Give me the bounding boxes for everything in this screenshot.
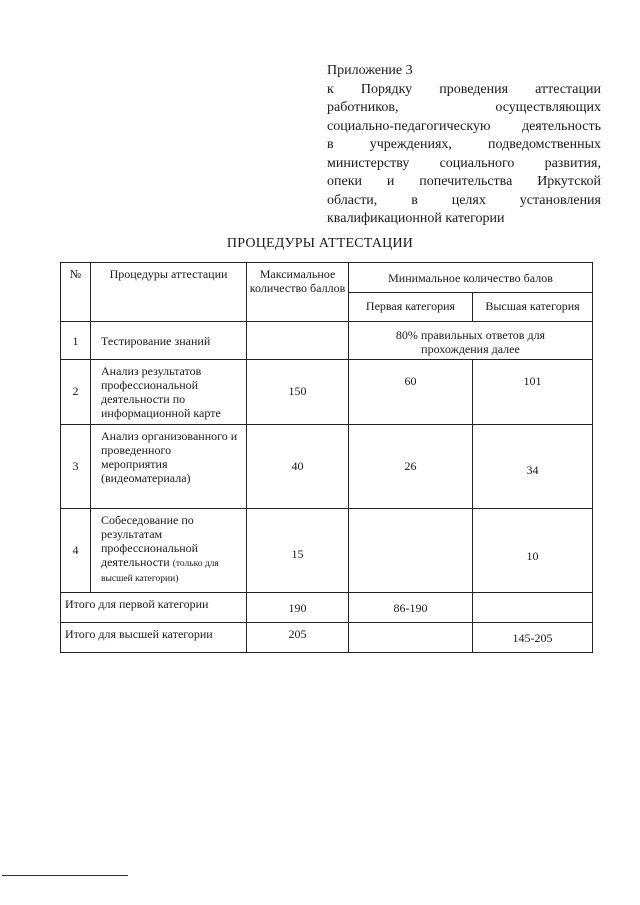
attestation-table (60, 262, 593, 653)
total-first (349, 623, 473, 653)
annex-line: министерству социального развития, (327, 155, 601, 171)
row-max: 40 (247, 425, 349, 509)
row-num: 3 (61, 425, 91, 509)
header-procedure: Процедуры аттестации (91, 263, 247, 322)
total-highest (473, 593, 593, 623)
row-procedure-note: (только для высшей категории) (101, 559, 219, 584)
header-first-category: Первая категория (349, 293, 473, 322)
row-procedure: Анализ организованного и проведенного мероприятия (видеоматериала) (91, 425, 247, 509)
row-max (247, 322, 349, 360)
row-procedure: Собеседование по результатам профессиональной деятельности (101, 513, 199, 569)
annex-line: в учреждениях, подведомственных (327, 137, 601, 152)
row-highest: 34 (473, 425, 593, 509)
annex-reference (327, 62, 601, 229)
row-first: 26 (349, 425, 473, 509)
header-max-score: Максимальное количество баллов (247, 263, 349, 322)
annex-line: Приложение 3 (327, 63, 413, 78)
total-max: 190 (247, 593, 349, 623)
header-num: № (61, 263, 91, 322)
row-highest: 101 (473, 360, 593, 425)
table-total-row (61, 623, 593, 653)
table-row (61, 360, 593, 425)
row-max: 15 (247, 509, 349, 593)
row-max: 150 (247, 360, 349, 425)
table-header-row (61, 263, 593, 293)
header-highest-category: Высшая категория (473, 293, 593, 322)
page-title: ПРОЦЕДУРЫ АТТЕСТАЦИИ (226, 236, 414, 251)
header-min-score: Минимальное количество балов (349, 263, 593, 293)
total-label: Итого для первой категории (61, 593, 247, 623)
annex-line: квалификационной категории (327, 211, 505, 226)
row-merged-min: 80% правильных ответов для прохождения далее (349, 322, 593, 360)
table-total-row (61, 593, 593, 623)
table-row (61, 322, 593, 360)
row-highest: 10 (473, 509, 593, 593)
annex-line: к Порядку проведения аттестации (327, 81, 601, 97)
total-highest: 145-205 (473, 623, 593, 653)
footnote-separator (2, 875, 128, 876)
total-label: Итого для высшей категории (61, 623, 247, 653)
annex-line: социально-педагогическую деятельность (327, 118, 601, 134)
row-procedure-cell (91, 509, 247, 593)
annex-line: работников, осуществляющих (327, 100, 601, 115)
total-first: 86-190 (349, 593, 473, 623)
annex-line: области, в целях установления (327, 192, 601, 208)
row-first (349, 509, 473, 593)
row-num: 2 (61, 360, 91, 425)
table-row (61, 509, 593, 593)
table-row (61, 425, 593, 509)
row-first: 60 (349, 360, 473, 425)
row-procedure: Тестирование знаний (91, 322, 247, 360)
annex-line: опеки и попечительства Иркутской (327, 174, 601, 189)
total-max: 205 (247, 623, 349, 653)
row-num: 4 (61, 509, 91, 593)
row-num: 1 (61, 322, 91, 360)
row-procedure: Анализ результатов профессиональной деятельности по информационной карте (91, 360, 247, 425)
